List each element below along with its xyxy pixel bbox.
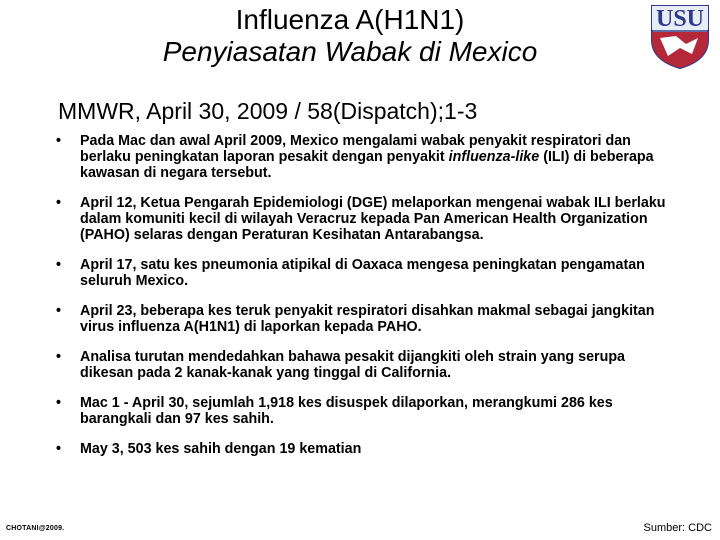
bullet-dot: • xyxy=(56,349,62,365)
bullet-item xyxy=(52,257,672,289)
logo-text: USU xyxy=(655,6,705,32)
bullet-item xyxy=(52,395,672,427)
bullet-dot: • xyxy=(56,303,62,319)
bullet-text: (ILI) di beberapa kawasan di negara tersebut. xyxy=(80,149,654,181)
copyright-footer: CHOTANI@2009. xyxy=(6,525,65,532)
bullet-item xyxy=(52,133,672,181)
bullet-text: May 3, 503 kes sahih dengan 19 kematian xyxy=(80,441,362,457)
logo-lower-field xyxy=(652,32,708,68)
bullet-italic-term: influenza-like xyxy=(448,149,540,165)
bullet-dot: • xyxy=(56,395,62,411)
bullet-item xyxy=(52,195,672,243)
bullet-dot: • xyxy=(56,257,62,273)
mmwr-citation: MMWR, April 30, 2009 / 58(Dispatch);1-3 xyxy=(58,98,478,124)
bullet-text: April 12, Ketua Pengarah Epidemiologi (DGE) melaporkan mengenai wabak ILI berlaku dalam komuniti kecil di wilayah Veracruz kepada Pan American Health Organization (PAHO) selaras dengan Peraturan Kesihatan Antarabangsa. xyxy=(80,195,666,243)
bullet-dot: • xyxy=(56,133,62,149)
slide-title xyxy=(100,4,600,68)
usu-logo xyxy=(646,2,714,70)
bullet-item xyxy=(52,349,672,381)
bullet-text: April 23, beberapa kes teruk penyakit respiratori disahkan makmal sebagai jangkitan virus influenza A(H1N1) di laporkan kepada PAHO. xyxy=(80,303,655,335)
bullet-item xyxy=(52,303,672,335)
bullet-dot: • xyxy=(56,195,62,211)
title-line-2: Penyiasatan Wabak di Mexico xyxy=(162,36,538,67)
bullet-text: April 17, satu kes pneumonia atipikal di Oaxaca mengesa peningkatan pengamatan seluruh Mexico. xyxy=(80,257,645,289)
title-line-1: Influenza A(H1N1) xyxy=(235,4,465,35)
bullet-text: Mac 1 - April 30, sejumlah 1,918 kes disuspek dilaporkan, merangkumi 286 kes barangkali dan 97 kes sahih. xyxy=(80,395,613,427)
bullet-text: Pada Mac dan awal April 2009, Mexico mengalami wabak penyakit respiratori dan berlaku peningkatan laporan pesakit dengan penyakit xyxy=(80,133,631,165)
bullet-dot: • xyxy=(56,441,62,457)
bullet-text: Analisa turutan mendedahkan bahawa pesakit dijangkiti oleh strain yang serupa dikesan pada 2 kanak-kanak yang tinggal di California. xyxy=(80,349,626,381)
bullet-list xyxy=(52,133,672,471)
source-footer: Sumber: CDC xyxy=(643,522,712,534)
bullet-item xyxy=(52,441,672,457)
